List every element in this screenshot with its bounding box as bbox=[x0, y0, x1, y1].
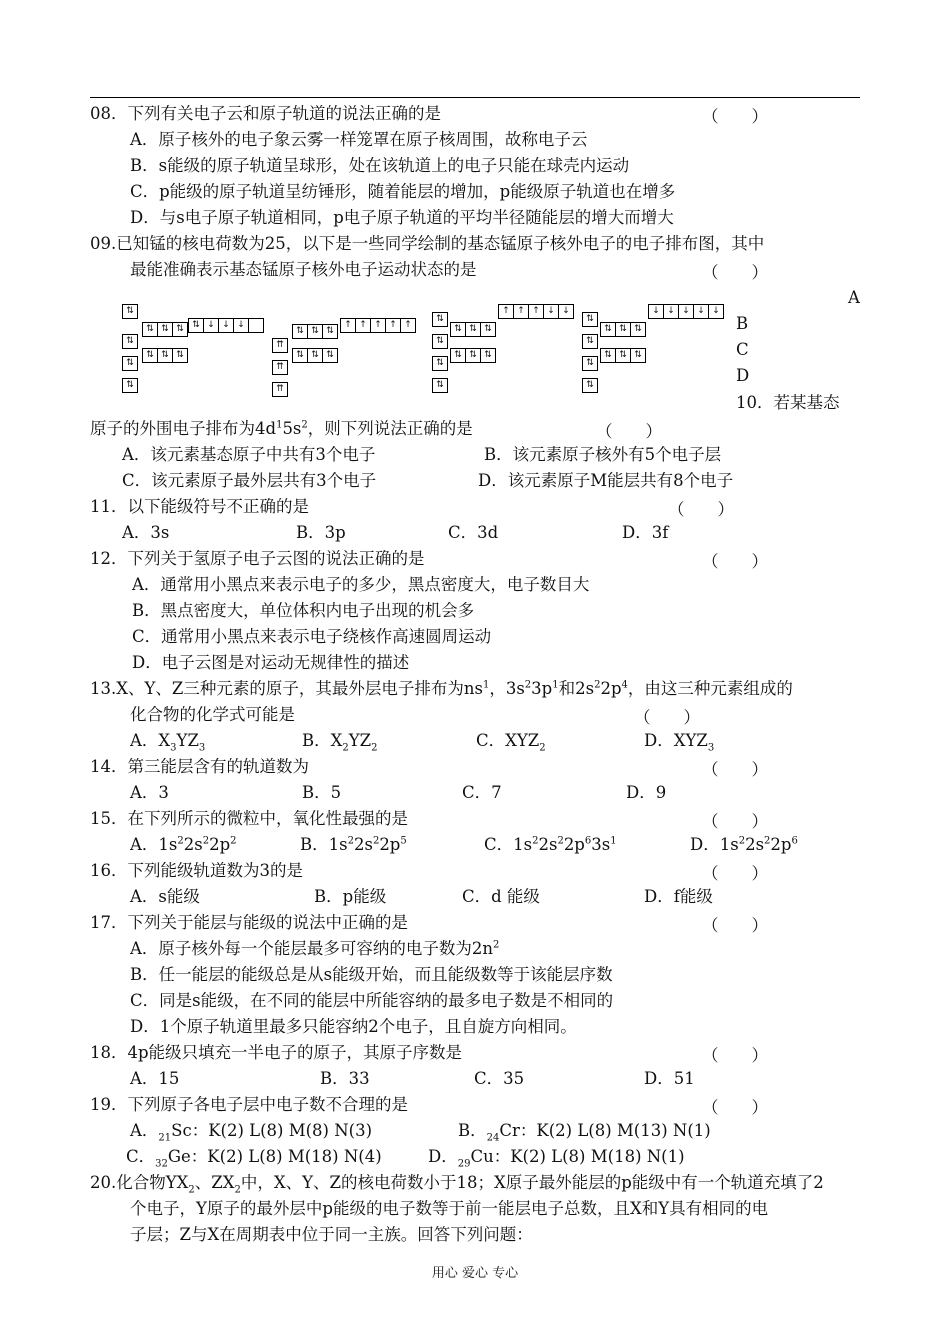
diagram-d-3p: ⇅ ⇅ ⇅ bbox=[600, 348, 645, 363]
q16-stem: 16．下列能级轨道数为3的是 bbox=[90, 861, 303, 880]
q14-option-c: C．7 bbox=[462, 783, 502, 802]
q09-letter-a: A bbox=[848, 288, 860, 307]
q10-option-c: C．该元素原子最外层共有3个电子 bbox=[122, 471, 377, 490]
q11-option-a: A．3s bbox=[122, 523, 170, 542]
q10-option-a: A．该元素基态原子中共有3个电子 bbox=[122, 445, 376, 464]
q18-option-c: C．35 bbox=[474, 1069, 525, 1088]
q13-option-d: D．$XYZ_3$ bbox=[644, 731, 715, 754]
diagram-c-4s: ⇅ bbox=[432, 378, 447, 393]
diagram-d-2p: ⇅ ⇅ ⇅ bbox=[600, 322, 645, 337]
q14-option-b: B．5 bbox=[302, 783, 342, 802]
q11-option-d: D．3f bbox=[622, 523, 669, 542]
diagram-a-4s: ⇅ bbox=[122, 378, 137, 393]
q09-stem-line1: 09.已知锰的核电荷数为25，以下是一些同学绘制的基态锰原子核外电子的电子排布图，其中 bbox=[90, 234, 765, 253]
q09-letter-c: C bbox=[736, 340, 749, 359]
q16-option-a: A．s能级 bbox=[130, 887, 200, 906]
q13-stem-line2: 化合物的化学式可能是 bbox=[130, 705, 295, 724]
q16-option-c: C．d 能级 bbox=[462, 887, 540, 906]
q19-stem: 19．下列原子各电子层中电子数不合理的是 bbox=[90, 1095, 408, 1114]
q11-option-c: C．3d bbox=[448, 523, 499, 542]
q08-option-d: D．与s电子原子轨道相同，p电子原子轨道的平均半径随能层的增大而增大 bbox=[130, 208, 674, 227]
q18-option-d: D．51 bbox=[644, 1069, 695, 1088]
diagram-d-1s: ⇅ bbox=[582, 312, 597, 327]
q17-option-a: A．原子核外每一个能层最多可容纳的电子数为$2n^2$ bbox=[130, 939, 500, 958]
q13-option-a: A．$X_3YZ_3$ bbox=[130, 731, 206, 754]
q19-answer-paren: （ ） bbox=[702, 1098, 768, 1117]
diagram-a-2s: ⇅ bbox=[122, 334, 137, 349]
q08-option-a: A．原子核外的电子象云雾一样笼罩在原子核周围，故称电子云 bbox=[130, 130, 588, 149]
q15-option-c: C．$1s^22s^22p^63s^1$ bbox=[484, 835, 617, 854]
q17-answer-paren: （ ） bbox=[702, 916, 768, 935]
q14-option-d: D．9 bbox=[626, 783, 667, 802]
diagram-b-3d: ↑ ↑ ↑ ↑ ↑ bbox=[340, 318, 415, 333]
q16-option-d: D．f能级 bbox=[644, 887, 713, 906]
q20-stem-line2: 个电子，Y原子的最外层中p能级的电子数等于前一能层电子总数，且X和Y具有相同的电 bbox=[130, 1199, 769, 1218]
diagram-a-3d: ⇅ ↓ ↓ ↓ bbox=[188, 318, 263, 333]
diagram-b-3s: ⇈ bbox=[272, 382, 287, 397]
q12-answer-paren: （ ） bbox=[702, 552, 768, 571]
q20-stem-line1: 20.化合物$YX_2$、$ZX_2$中，X、Y、Z的核电荷数小于18；X原子最外能层的p能级中有一个轨道充填了2 bbox=[90, 1173, 824, 1196]
diagram-d-3s: ⇅ bbox=[582, 356, 597, 371]
q15-answer-paren: （ ） bbox=[702, 812, 768, 831]
q19-option-c: C．$_{32}$Ge：K(2) L(8) M(18) N(4) bbox=[126, 1147, 382, 1170]
q15-option-d: D．$1s^22s^22p^6$ bbox=[690, 835, 798, 854]
q13-stem-line1: 13.X、Y、Z三种元素的原子，其最外层电子排布为$ns^1$，$3s^23p^1$和$2s^22p^4$，由这三种元素组成的 bbox=[90, 679, 793, 698]
q10-option-b: B．该元素原子核外有5个电子层 bbox=[484, 445, 722, 464]
page-footer: 用心 爱心 专心 bbox=[431, 1266, 519, 1281]
q13-answer-paren: （ ） bbox=[634, 708, 700, 727]
diagram-c-1s: ⇅ bbox=[432, 312, 447, 327]
diagram-c-3s: ⇅ bbox=[432, 356, 447, 371]
q09-letter-d: D bbox=[736, 366, 750, 385]
q17-option-d: D．1个原子轨道里最多只能容纳2个电子，且自旋方向相同。 bbox=[130, 1017, 577, 1036]
q08-option-b: B．s能级的原子轨道呈球形，处在该轨道上的电子只能在球壳内运动 bbox=[130, 156, 630, 175]
diagram-c-2s: ⇅ bbox=[432, 334, 447, 349]
q17-stem: 17．下列关于能层与能级的说法中正确的是 bbox=[90, 913, 408, 932]
diagram-a-1s: ⇅ bbox=[122, 304, 137, 319]
diagram-b-2s: ⇈ bbox=[272, 360, 287, 375]
q15-option-b: B．$1s^22s^22p^5$ bbox=[300, 835, 407, 854]
diagram-c-3p: ⇅ ⇅ ⇅ bbox=[450, 348, 495, 363]
q10-answer-paren: （ ） bbox=[596, 422, 662, 441]
q12-option-d: D．电子云图是对运动无规律性的描述 bbox=[132, 653, 410, 672]
q12-stem: 12．下列关于氢原子电子云图的说法正确的是 bbox=[90, 549, 425, 568]
header-rule bbox=[90, 97, 860, 98]
q09-letter-b: B bbox=[736, 314, 749, 333]
diagram-d-3d: ↓ ↓ ↓ ↓ ↓ bbox=[648, 304, 723, 319]
q14-option-a: A．3 bbox=[130, 783, 169, 802]
q09-stem-line2: 最能准确表示基态锰原子核外电子运动状态的是 bbox=[130, 260, 477, 279]
diagram-a-3s: ⇅ bbox=[122, 356, 137, 371]
q11-option-b: B．3p bbox=[296, 523, 346, 542]
q18-option-b: B．33 bbox=[320, 1069, 370, 1088]
q10-option-d: D．该元素原子M能层共有8个电子 bbox=[478, 471, 734, 490]
q14-answer-paren: （ ） bbox=[702, 760, 768, 779]
q16-answer-paren: （ ） bbox=[702, 864, 768, 883]
q08-option-c: C．p能级的原子轨道呈纺锤形，随着能层的增加，p能级原子轨道也在增多 bbox=[130, 182, 676, 201]
q10-stem: 原子的外围电子排布为$4d^15s^2$，则下列说法正确的是 bbox=[90, 419, 473, 438]
q09-answer-paren: （ ） bbox=[702, 263, 768, 282]
q10-stem-prefix: 10．若某基态 bbox=[736, 393, 840, 412]
diagram-a-3p: ⇅ ⇅ ⇅ bbox=[142, 348, 187, 363]
q15-option-a: A．$1s^22s^22p^2$ bbox=[130, 835, 237, 854]
q18-option-a: A．15 bbox=[130, 1069, 180, 1088]
diagram-a-2p: ⇅ ⇅ ⇅ bbox=[142, 322, 187, 337]
q13-option-b: B．$X_2YZ_2$ bbox=[302, 731, 378, 754]
q17-option-b: B．任一能层的能级总是从s能级开始，而且能级数等于该能层序数 bbox=[130, 965, 613, 984]
q16-option-b: B．p能级 bbox=[314, 887, 387, 906]
diagram-d-2s: ⇅ bbox=[582, 334, 597, 349]
q20-stem-line3: 子层；Z与X在周期表中位于同一主族。回答下列问题： bbox=[130, 1225, 533, 1244]
diagram-b-1s: ⇈ bbox=[272, 338, 287, 353]
q14-stem: 14．第三能层含有的轨道数为 bbox=[90, 757, 309, 776]
q11-answer-paren: （ ） bbox=[668, 500, 734, 519]
q19-option-a: A．$_{21}$Sc：K(2) L(8) M(8) N(3) bbox=[130, 1121, 373, 1144]
q08-answer-paren: （ ） bbox=[702, 107, 768, 126]
q15-stem: 15．在下列所示的微粒中，氧化性最强的是 bbox=[90, 809, 408, 828]
q18-stem: 18．4p能级只填充一半电子的原子，其原子序数是 bbox=[90, 1043, 463, 1062]
q08-stem: 08．下列有关电子云和原子轨道的说法正确的是 bbox=[90, 104, 441, 123]
q12-option-c: C．通常用小黑点来表示电子绕核作高速圆周运动 bbox=[132, 627, 492, 646]
q18-answer-paren: （ ） bbox=[702, 1046, 768, 1065]
q13-option-c: C．$XYZ_2$ bbox=[476, 731, 546, 754]
q19-option-b: B．$_{24}$Cr：K(2) L(8) M(13) N(1) bbox=[458, 1121, 711, 1144]
diagram-b-2p: ⇅ ⇅ ⇅ bbox=[292, 324, 337, 339]
q19-option-d: D．$_{29}$Cu：K(2) L(8) M(18) N(1) bbox=[428, 1147, 685, 1170]
q11-stem: 11．以下能级符号不正确的是 bbox=[90, 497, 309, 516]
q12-option-b: B．黑点密度大，单位体积内电子出现的机会多 bbox=[132, 601, 475, 620]
diagram-c-2p: ⇅ ⇅ ⇅ bbox=[450, 322, 495, 337]
diagram-d-4s: ⇅ bbox=[582, 378, 597, 393]
q12-option-a: A．通常用小黑点来表示电子的多少，黑点密度大，电子数目大 bbox=[132, 575, 590, 594]
q17-option-c: C．同是s能级，在不同的能层中所能容纳的最多电子数是不相同的 bbox=[130, 991, 614, 1010]
diagram-b-3p: ⇅ ⇅ ⇅ bbox=[292, 348, 337, 363]
diagram-c-3d: ↑ ↑ ↑ ↓ ↓ bbox=[498, 304, 573, 319]
